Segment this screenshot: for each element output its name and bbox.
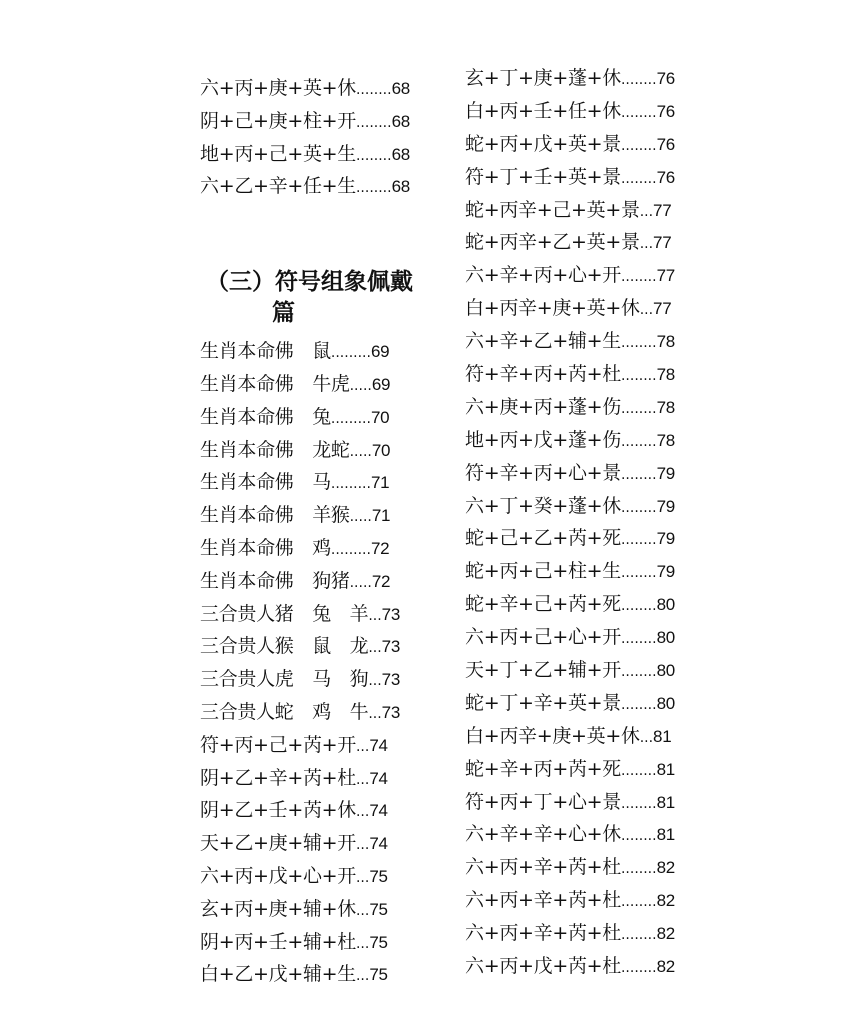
toc-entry [200, 958, 440, 991]
toc-leader-dots: ..... [349, 574, 372, 591]
toc-entry [200, 893, 440, 926]
toc-leader-dots: ........ [620, 400, 657, 417]
toc-entry [200, 663, 440, 696]
toc-entry-title: 六+丁+癸+蓬+休 [465, 494, 621, 517]
toc-entry [465, 786, 725, 819]
toc-entry-page: 80 [656, 628, 675, 648]
toc-leader-dots: ........ [620, 927, 657, 944]
toc-leader-dots: ........ [620, 104, 657, 121]
toc-entry-title: 蛇+丙辛+乙+英+景 [465, 231, 640, 254]
toc-entry-page: 72 [371, 571, 391, 591]
toc-entry-page: 74 [369, 834, 388, 854]
toc-leader-dots: ... [355, 968, 370, 985]
toc-leader-dots: ... [355, 902, 370, 919]
toc-entry [465, 259, 725, 292]
toc-entry-page: 80 [656, 661, 675, 681]
toc-entry [465, 884, 725, 917]
toc-entry [200, 368, 440, 401]
toc-entry-page: 70 [371, 440, 391, 460]
toc-leader-dots: ........ [620, 532, 657, 549]
toc-leader-dots: ........ [620, 565, 657, 582]
toc-entry-page: 81 [653, 726, 672, 746]
toc-entry-title: 玄+丁+庚+蓬+休 [465, 67, 621, 89]
toc-entry-page: 68 [391, 144, 410, 164]
section-title-line1: （三）符号组象佩戴 [206, 269, 413, 296]
toc-entry-page: 80 [656, 595, 675, 615]
toc-leader-dots: ........ [620, 598, 657, 615]
toc-entry-title: 三合贵人蛇 鸡 牛 [200, 700, 369, 723]
toc-entry-page: 75 [369, 899, 388, 919]
toc-entry [465, 457, 725, 490]
toc-entry [465, 720, 725, 753]
toc-entry-page: 68 [391, 111, 410, 131]
toc-entry-page: 77 [653, 200, 672, 220]
toc-entry-title: 天+乙+庚+辅+开 [200, 832, 356, 855]
toc-entry-page: 77 [653, 233, 672, 253]
toc-entry [200, 729, 440, 762]
toc-entry [465, 588, 725, 621]
toc-entry-title: 符+丁+壬+英+景 [465, 165, 621, 188]
toc-entry-page: 76 [656, 101, 675, 121]
toc-entry [465, 555, 725, 588]
toc-entry-page: 81 [656, 825, 675, 845]
toc-entry-title: 阴+乙+壬+芮+休 [200, 799, 356, 822]
toc-leader-dots: ... [639, 203, 654, 220]
toc-leader-dots: ... [355, 804, 370, 821]
toc-entry-page: 81 [656, 792, 675, 812]
toc-entry-title: 生肖本命佛 兔 [200, 405, 331, 428]
toc-entry [200, 105, 440, 138]
toc-entry-title: 玄+丙+庚+辅+休 [200, 897, 356, 920]
toc-entry-page: 68 [391, 177, 410, 197]
toc-entry-title: 生肖本命佛 龙蛇 [200, 438, 350, 461]
toc-entry-title: 三合贵人猴 鼠 龙 [200, 635, 369, 658]
toc-entry [465, 95, 725, 128]
toc-leader-dots: ... [355, 837, 370, 854]
toc-entry [465, 325, 725, 358]
toc-entry [200, 138, 440, 171]
toc-leader-dots: ........ [620, 433, 657, 450]
toc-entry-page: 69 [371, 374, 391, 394]
toc-leader-dots: ......... [330, 476, 371, 493]
toc-leader-dots: ... [639, 236, 654, 253]
toc-entry-title: 六+辛+丙+心+开 [465, 264, 621, 287]
toc-entry-title: 白+丙+壬+任+休 [465, 99, 621, 122]
toc-entry-page: 79 [656, 562, 675, 582]
toc-leader-dots: ... [355, 771, 370, 788]
toc-entry-page: 73 [381, 702, 400, 722]
toc-entry-title: 生肖本命佛 狗猪 [200, 569, 350, 592]
toc-entry-title: 六+丙+戊+心+开 [200, 864, 356, 887]
toc-entry [200, 466, 440, 499]
toc-entry [465, 226, 725, 259]
section-title-line2: 篇 [272, 300, 295, 327]
toc-entry [465, 522, 725, 555]
toc-entry-title: 六+丙+辛+芮+杜 [465, 856, 621, 879]
toc-entry [200, 170, 440, 203]
toc-entry [200, 762, 440, 795]
toc-entry-page: 71 [370, 473, 390, 493]
toc-entry [200, 499, 440, 532]
toc-leader-dots: ......... [330, 541, 371, 558]
toc-entry [465, 687, 725, 720]
toc-entry [200, 926, 440, 959]
toc-entry-title: 生肖本命佛 牛虎 [200, 372, 350, 395]
toc-entry [465, 654, 725, 687]
toc-entry-page: 75 [369, 866, 388, 886]
toc-entry [200, 434, 440, 467]
toc-left-bottom-list [200, 335, 440, 991]
toc-leader-dots: ........ [620, 466, 657, 483]
toc-entry-page: 82 [656, 957, 675, 977]
toc-entry-page: 77 [653, 299, 672, 319]
toc-entry-page: 79 [656, 496, 675, 516]
toc-entry-page: 75 [369, 932, 388, 952]
toc-entry-page: 78 [656, 332, 675, 352]
toc-entry-page: 76 [656, 167, 675, 187]
toc-leader-dots: ... [639, 729, 654, 746]
toc-leader-dots: ... [368, 607, 382, 624]
toc-entry-title: 蛇+辛+己+芮+死 [465, 593, 621, 616]
toc-entry [465, 621, 725, 654]
toc-entry-title: 蛇+丙+戊+英+景 [465, 132, 621, 155]
toc-entry [465, 950, 725, 983]
toc-entry-page: 72 [370, 538, 390, 558]
toc-leader-dots: ........ [620, 335, 657, 352]
toc-entry-page: 74 [369, 768, 388, 788]
toc-leader-dots: ........ [620, 170, 657, 187]
toc-leader-dots: ... [368, 640, 382, 657]
toc-entry-title: 白+乙+戊+辅+生 [200, 963, 356, 986]
toc-entry-page: 82 [656, 924, 675, 944]
toc-entry-title: 符+丙+丁+心+景 [465, 790, 621, 813]
toc-entry-page: 73 [381, 670, 400, 690]
toc-leader-dots: ........ [620, 861, 657, 878]
toc-entry-page: 82 [656, 858, 675, 878]
toc-leader-dots: ......... [330, 345, 371, 362]
toc-entry-title: 六+辛+乙+辅+生 [465, 330, 621, 353]
toc-leader-dots: ........ [620, 368, 657, 385]
toc-entry [465, 818, 725, 851]
toc-entry-title: 阴+丙+壬+辅+杜 [200, 930, 356, 953]
toc-entry-page: 73 [381, 604, 400, 624]
toc-entry-title: 蛇+己+乙+芮+死 [465, 527, 621, 550]
toc-entry-page: 75 [369, 965, 388, 985]
toc-entry-title: 符+辛+丙+芮+杜 [465, 363, 621, 386]
toc-right-column [465, 62, 725, 983]
toc-entry [200, 72, 440, 105]
toc-entry-title: 六+乙+辛+任+生 [200, 175, 356, 198]
toc-entry-title: 阴+乙+辛+芮+杜 [200, 766, 356, 789]
toc-entry-title: 天+丁+乙+辅+开 [465, 659, 621, 682]
toc-entry [200, 335, 440, 368]
toc-entry-title: 六+辛+辛+心+休 [465, 823, 621, 846]
toc-entry-title: 蛇+辛+丙+芮+死 [465, 757, 621, 780]
toc-entry-page: 74 [369, 735, 388, 755]
toc-entry [465, 358, 725, 391]
toc-entry [465, 391, 725, 424]
toc-entry [465, 753, 725, 786]
toc-leader-dots: ........ [620, 499, 657, 516]
toc-entry [465, 128, 725, 161]
toc-entry [200, 565, 440, 598]
toc-entry [465, 292, 725, 325]
toc-leader-dots: ........ [620, 960, 657, 977]
toc-entry-page: 79 [656, 529, 675, 549]
toc-leader-dots: ........ [355, 82, 392, 98]
toc-leader-dots: ........ [620, 696, 657, 713]
toc-entry-title: 六+丙+戊+芮+杜 [465, 955, 621, 978]
toc-entry [200, 401, 440, 434]
toc-leader-dots: ......... [330, 410, 371, 427]
toc-entry-page: 80 [656, 693, 675, 713]
toc-entry-title: 三合贵人猪 兔 羊 [200, 602, 369, 625]
toc-entry-page: 78 [656, 397, 675, 417]
toc-entry-page: 78 [656, 430, 675, 450]
toc-entry-page: 81 [656, 759, 675, 779]
toc-entry-title: 生肖本命佛 鸡 [200, 536, 331, 559]
toc-entry [465, 851, 725, 884]
toc-entry-title: 蛇+丁+辛+英+景 [465, 691, 621, 714]
toc-leader-dots: ........ [355, 114, 392, 131]
toc-entry-title: 符+辛+丙+心+景 [465, 461, 621, 484]
toc-entry-title: 生肖本命佛 鼠 [200, 340, 331, 363]
toc-entry [465, 490, 725, 523]
toc-entry [465, 161, 725, 194]
toc-leader-dots: ........ [620, 631, 657, 648]
toc-entry-title: 六+丙+己+心+开 [465, 626, 621, 649]
toc-left-column [200, 72, 440, 991]
toc-entry [200, 696, 440, 729]
section-gap [200, 203, 440, 267]
toc-leader-dots: ........ [620, 72, 657, 88]
toc-entry-page: 71 [371, 506, 391, 526]
toc-entry [465, 194, 725, 227]
toc-entry-title: 地+丙+己+英+生 [200, 142, 356, 165]
toc-entry-title: 六+丙+庚+英+休 [200, 77, 356, 99]
toc-entry-page: 68 [391, 79, 410, 98]
toc-entry-page: 76 [656, 69, 675, 88]
toc-entry-title: 六+庚+丙+蓬+伤 [465, 395, 621, 418]
toc-leader-dots: ... [639, 302, 654, 319]
toc-entry-title: 蛇+丙+己+柱+生 [465, 560, 621, 583]
toc-entry-page: 76 [656, 134, 675, 154]
toc-entry-title: 蛇+丙辛+己+英+景 [465, 198, 640, 221]
toc-entry-title: 地+丙+戊+蓬+伤 [465, 428, 621, 451]
toc-entry-title: 白+丙辛+庚+英+休 [465, 724, 640, 747]
toc-leader-dots: ... [355, 738, 370, 755]
toc-entry-title: 白+丙辛+庚+英+休 [465, 297, 640, 320]
toc-leader-dots: ........ [355, 147, 392, 164]
toc-entry-title: 生肖本命佛 羊猴 [200, 504, 350, 527]
toc-entry-page: 78 [656, 365, 675, 385]
toc-leader-dots: ... [355, 935, 370, 952]
toc-entry-page: 70 [370, 407, 390, 427]
toc-leader-dots: ..... [349, 443, 372, 460]
toc-entry [465, 62, 725, 95]
toc-entry [200, 598, 440, 631]
toc-leader-dots: ........ [620, 137, 657, 154]
toc-leader-dots: ........ [620, 762, 657, 779]
toc-entry [465, 424, 725, 457]
toc-entry-page: 82 [656, 891, 675, 911]
toc-leader-dots: ..... [349, 509, 372, 526]
toc-entry-title: 阴+己+庚+柱+开 [200, 109, 356, 132]
toc-entry [200, 794, 440, 827]
toc-entry-title: 六+丙+辛+芮+杜 [465, 922, 621, 945]
toc-entry-title: 六+丙+辛+芮+杜 [465, 889, 621, 912]
toc-entry-page: 69 [370, 342, 390, 362]
toc-entry [200, 860, 440, 893]
toc-entry-page: 79 [656, 463, 675, 483]
toc-leader-dots: ........ [620, 664, 657, 681]
toc-entry-title: 生肖本命佛 马 [200, 471, 331, 494]
toc-leader-dots: ........ [620, 894, 657, 911]
toc-leader-dots: ........ [620, 828, 657, 845]
section-title [200, 267, 440, 329]
toc-entry-page: 74 [369, 801, 388, 821]
toc-entry-title: 符+丙+己+芮+开 [200, 733, 356, 756]
toc-leader-dots: ..... [349, 377, 372, 394]
toc-entry [465, 917, 725, 950]
toc-entry [200, 827, 440, 860]
toc-right-list [465, 62, 725, 983]
toc-entry [200, 532, 440, 565]
toc-leader-dots: ... [355, 869, 370, 886]
toc-entry [200, 630, 440, 663]
toc-entry-title: 三合贵人虎 马 狗 [200, 668, 369, 691]
toc-leader-dots: ........ [355, 180, 392, 197]
toc-entry-page: 73 [381, 637, 400, 657]
toc-left-top-list [200, 72, 440, 203]
toc-leader-dots: ... [368, 705, 382, 722]
toc-leader-dots: ........ [620, 269, 657, 286]
toc-leader-dots: ........ [620, 795, 657, 812]
toc-entry-page: 77 [656, 266, 675, 286]
toc-leader-dots: ... [368, 673, 382, 690]
